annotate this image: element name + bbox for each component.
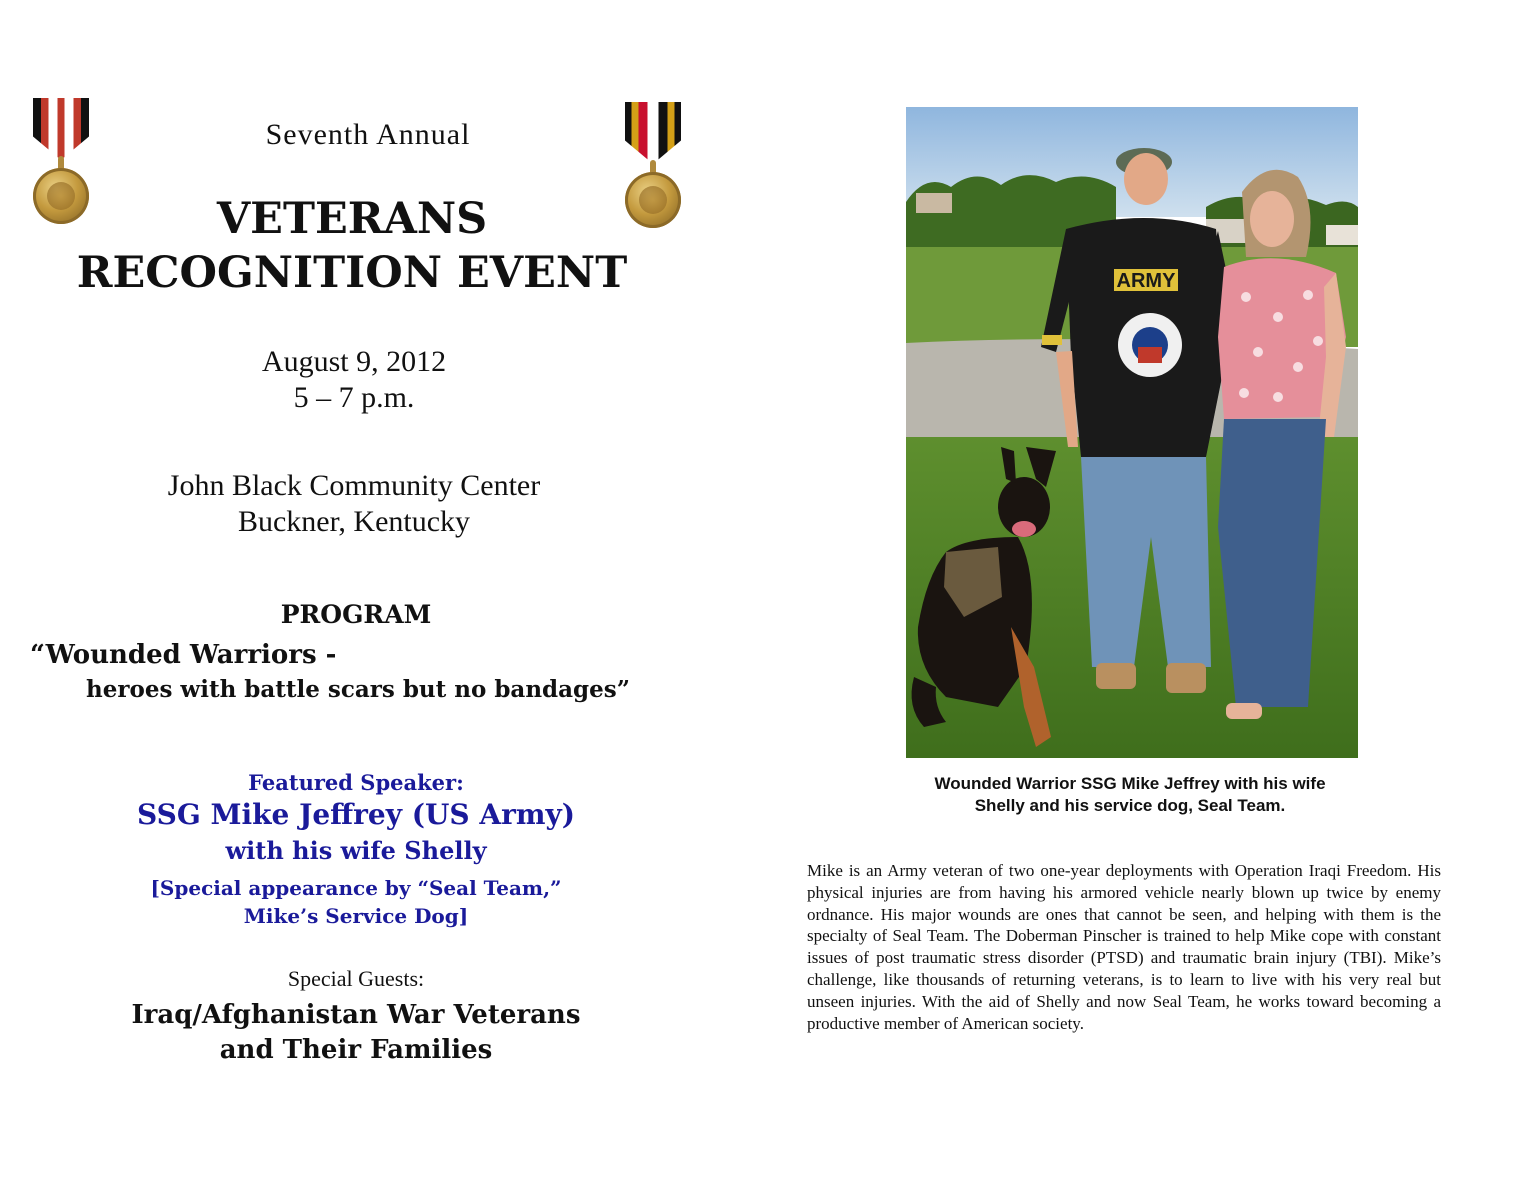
special-appearance-line1: [Special appearance by “Seal Team,” [150, 876, 562, 900]
special-guests-line1: Iraq/Afghanistan War Veterans [131, 1000, 581, 1030]
event-subtitle: Seventh Annual [265, 118, 471, 151]
veteran-bio: Mike is an Army veteran of two one-year deployments with Operation Iraqi Freedom. His physical injuries are from having his armored vehicle nearly blown up twice by enemy ordnance. His major wounds are ones that cannot be seen, and helping with them is the specialty of Seal Team. The Doberman Pinscher is trained to help Mike cope with constant issues of post traumatic stress disorder (PTSD) and traumatic brain injury (TBI). Mike’s challenge, like thousands of returning veterans, is to learn to live with his very real but unseen injuries. With the aid of Shelly and now Seal Team, he works toward becoming a productive member of American society. [807, 861, 1441, 1033]
event-location [0, 468, 714, 540]
event-datetime [0, 344, 714, 416]
special-guests [0, 998, 716, 1068]
event-title [0, 192, 712, 300]
featured-speaker-with: with his wife Shelly [225, 836, 487, 865]
event-time: 5 – 7 p.m. [293, 381, 415, 414]
program-theme-line1: “Wounded Warriors - [30, 640, 337, 670]
photo-caption-line2: Shelly and his service dog, Seal Team. [974, 796, 1286, 815]
veteran-family-photo [906, 107, 1358, 758]
photo-caption-line1: Wounded Warrior SSG Mike Jeffrey with his wife [934, 774, 1326, 793]
featured-speaker-name: SSG Mike Jeffrey (US Army) [137, 798, 575, 831]
event-title-line2: RECOGNITION EVENT [76, 248, 628, 298]
featured-speaker-label: Featured Speaker: [248, 770, 464, 795]
event-title-line1: VETERANS [216, 194, 488, 244]
special-appearance-line2: Mike’s Service Dog] [243, 904, 469, 928]
program-theme-line2: heroes with battle scars but no bandages” [86, 676, 630, 703]
event-venue: John Black Community Center [167, 469, 541, 502]
program-heading: PROGRAM [280, 600, 432, 629]
photo-caption [880, 773, 1380, 817]
jersey-text: ARMY [1116, 270, 1176, 292]
special-guests-line2: and Their Families [219, 1035, 493, 1065]
special-appearance [0, 874, 716, 930]
event-date: August 9, 2012 [261, 345, 447, 378]
special-guests-label: Special Guests: [287, 966, 425, 991]
event-city: Buckner, Kentucky [237, 505, 471, 538]
